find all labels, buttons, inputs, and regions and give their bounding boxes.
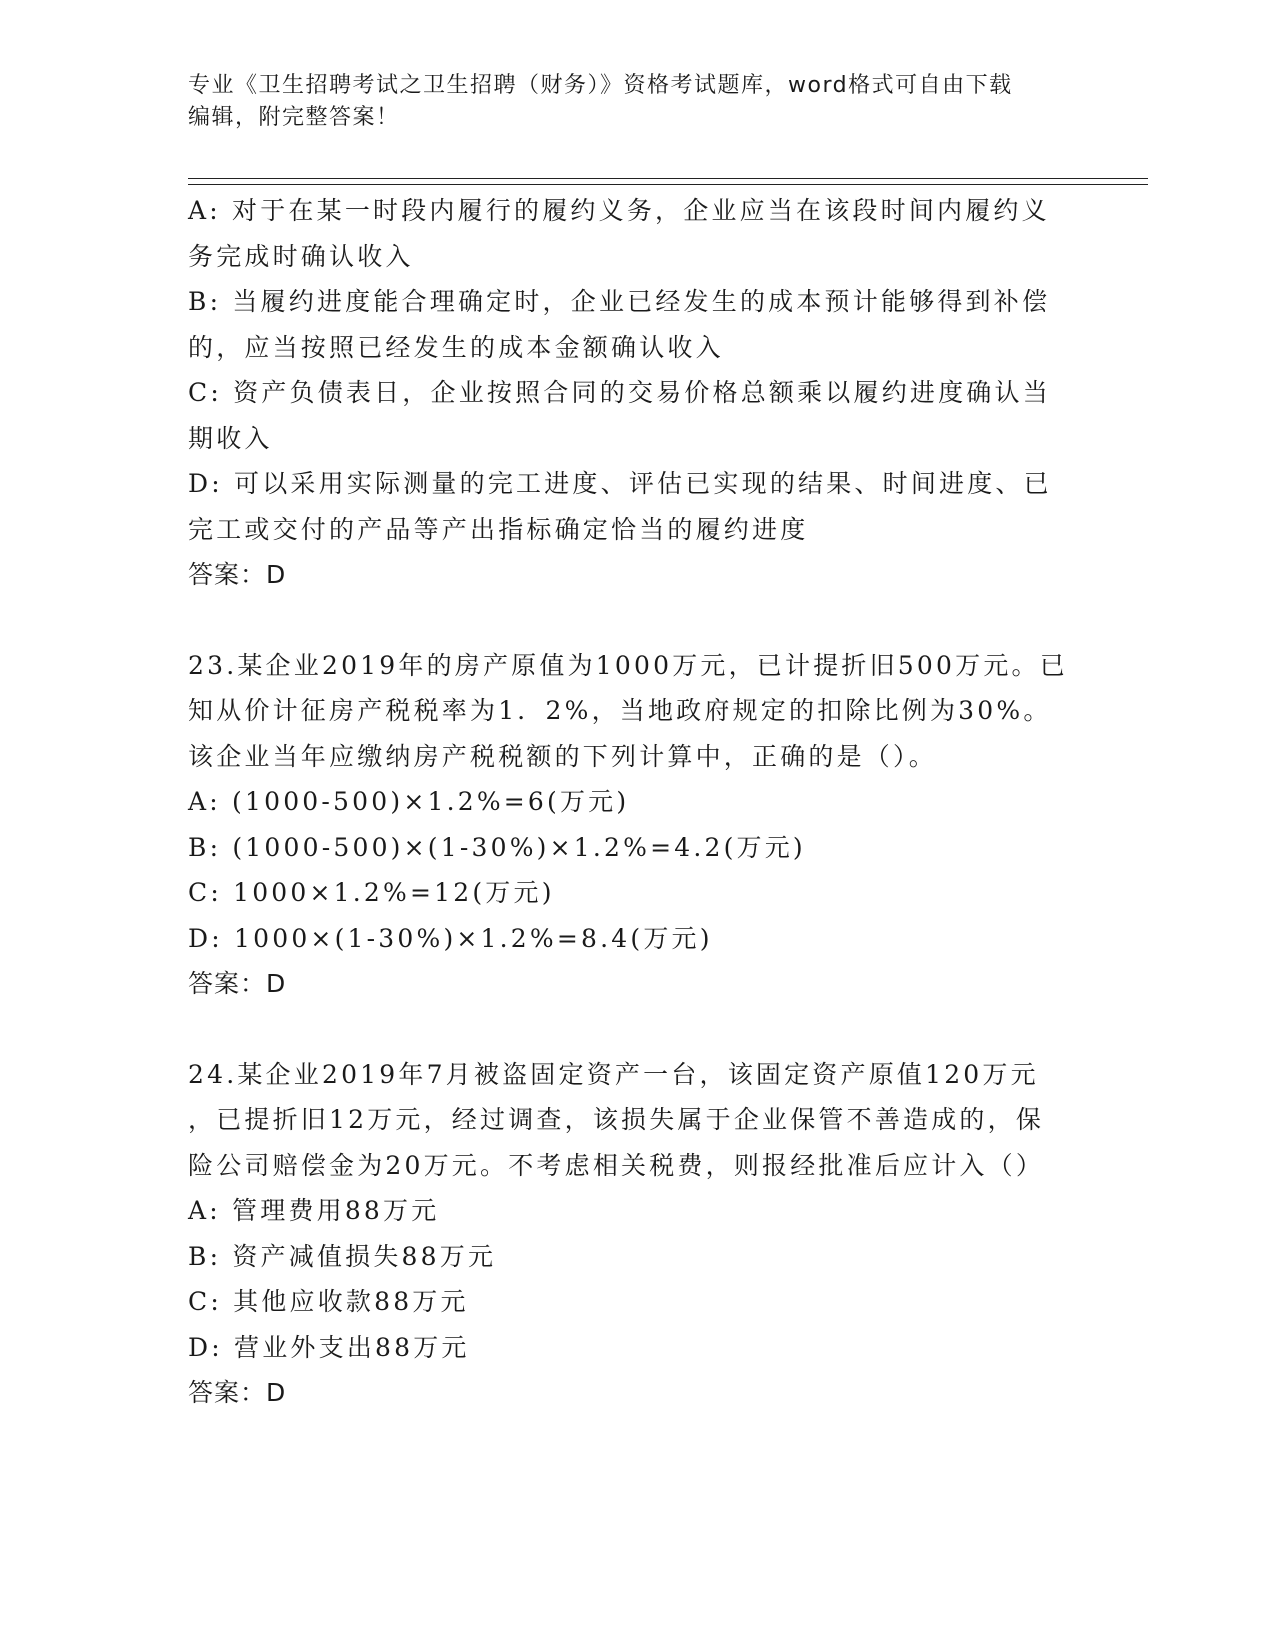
header-divider-bottom <box>188 184 1148 185</box>
q22-option-d-line-2: 完工或交付的产品等产出指标确定恰当的履约进度 <box>188 514 809 544</box>
question-22-block <box>188 188 1088 598</box>
q23-answer: 答案：D <box>188 969 287 998</box>
q23-option-d: D: 1000×(1-30%)×1.2%=8.4(万元) <box>188 923 713 953</box>
q23-option-a: A: (1000-500)×1.2%=6(万元) <box>188 787 630 816</box>
question-23-block <box>188 643 1088 1007</box>
q22-option-a-line-1: A: 对于在某一时段内履行的履约义务，企业应当在该段时间内履约义 <box>188 196 1050 225</box>
q24-answer: 答案：D <box>188 1378 287 1407</box>
q22-option-c-line-1: C: 资产负债表日，企业按照合同的交易价格总额乘以履约进度确认当 <box>188 378 1051 407</box>
q22-option-a-line-2: 务完成时确认收入 <box>188 241 414 271</box>
q22-option-b-line-1: B: 当履约进度能合理确定时，企业已经发生的成本预计能够得到补偿 <box>188 287 1051 316</box>
question-content <box>188 188 1088 1416</box>
q22-option-d-line-1: D: 可以采用实际测量的完工进度、评估已实现的结果、时间进度、已 <box>188 469 1052 498</box>
header-divider-top <box>188 178 1148 179</box>
header-line-2: 编辑，附完整答案！ <box>188 105 400 130</box>
q23-option-b: B: (1000-500)×(1-30%)×1.2%=4.2(万元) <box>188 832 806 862</box>
q24-option-d: D: 营业外支出88万元 <box>188 1332 470 1362</box>
q22-option-b-line-2: 的，应当按照已经发生的成本金额确认收入 <box>188 332 724 362</box>
q23-stem-line-1: 23.某企业2019年的房产原值为1000万元，已计提折旧500万元。已 <box>188 650 1068 680</box>
q24-stem-line-3: 险公司赔偿金为20万元。不考虑相关税费，则报经批准后应计入（） <box>188 1150 1045 1180</box>
q22-option-c-line-2: 期收入 <box>188 423 273 453</box>
header-line-1: 专业《卫生招聘考试之卫生招聘（财务）》资格考试题库，word格式可自由下载 <box>188 73 1013 98</box>
q24-stem-line-1: 24.某企业2019年7月被盗固定资产一台，该固定资产原值120万元 <box>188 1059 1039 1089</box>
q24-option-c: C: 其他应收款88万元 <box>188 1287 469 1316</box>
q23-stem-line-3: 该企业当年应缴纳房产税税额的下列计算中，正确的是（）。 <box>188 741 937 771</box>
q24-stem-line-2: ，已提折旧12万元，经过调查，该损失属于企业保管不善造成的，保 <box>188 1105 1045 1134</box>
q24-option-a: A: 管理费用88万元 <box>188 1196 440 1225</box>
q23-stem-line-2: 知从价计征房产税税率为1．2%，当地政府规定的扣除比例为30%。 <box>188 696 1052 725</box>
spacer <box>188 598 1088 643</box>
document-header <box>188 70 1088 134</box>
spacer <box>188 1007 1088 1052</box>
q22-answer: 答案：D <box>188 560 287 589</box>
q23-option-c: C: 1000×1.2%=12(万元) <box>188 878 555 907</box>
q24-option-b: B: 资产减值损失88万元 <box>188 1241 497 1271</box>
question-24-block <box>188 1052 1088 1416</box>
